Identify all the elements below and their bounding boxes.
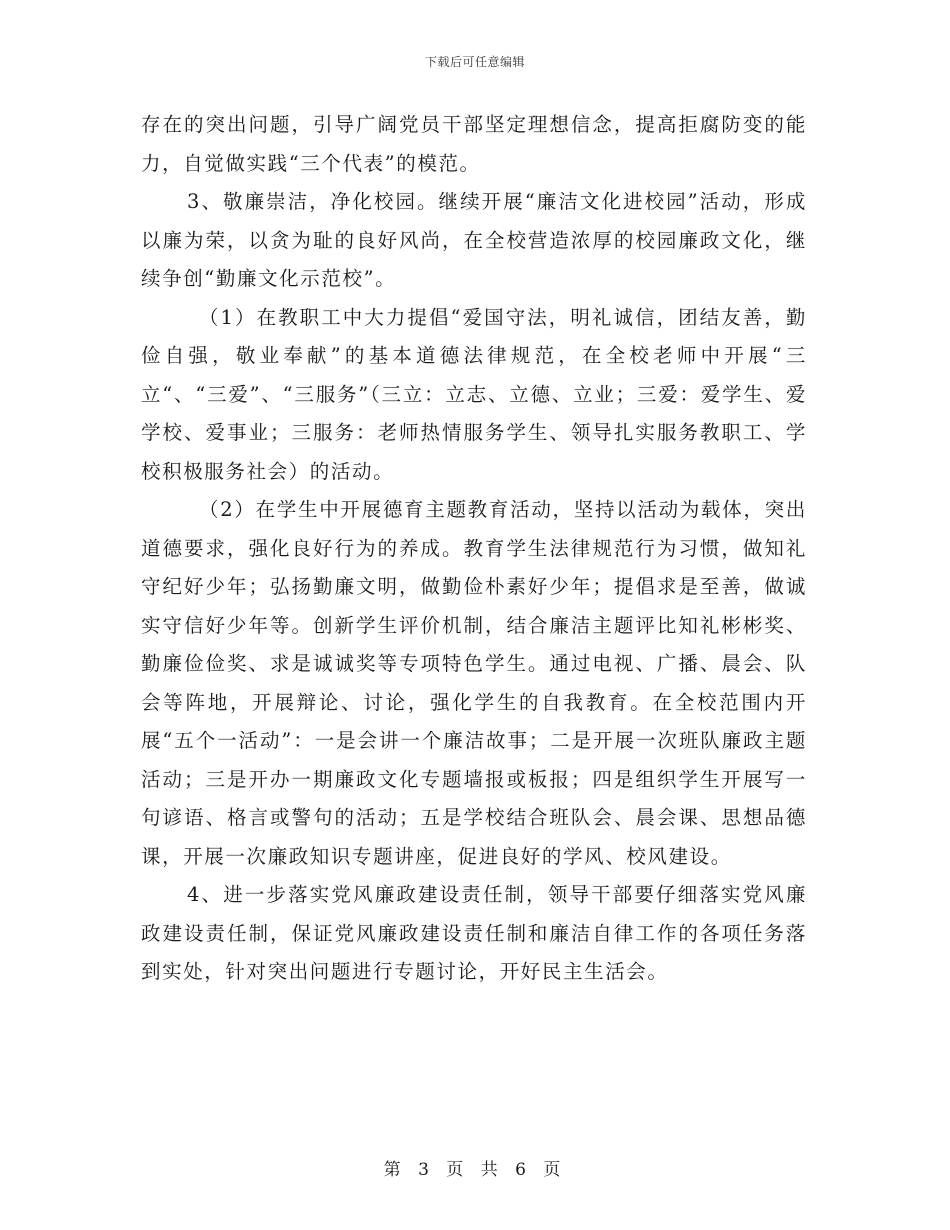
page-number: 第 3 页 共 6 页 <box>383 1160 567 1180</box>
paragraph-item-4: 4、进一步落实党风廉政建设责任制，领导干部要仔细落实党风廉政建设责任制，保证党风廉政建设责任制和廉洁自律工作的各项任务落到实处，针对突出问题进行专题讨论，开好民主生活会。 <box>141 883 807 983</box>
paragraph-item-3: 3、敬廉崇洁，净化校园。继续开展“廉洁文化进校园”活动，形成以廉为荣，以贪为耻的良好风尚，在全校营造浓厚的校园廉政文化，继续争创“勤廉文化示范校”。 <box>141 190 807 290</box>
paragraph-continuation: 存在的突出问题，引导广阔党员干部坚定理想信念，提高拒腐防变的能力，自觉做实践“三个代表”的模范。 <box>141 113 807 175</box>
paragraph-subitem-2: （2）在学生中开展德育主题教育活动，坚持以活动为载体，突出道德要求，强化良好行为的养成。教育学生法律规范行为习惯，做知礼守纪好少年；弘扬勤廉文明，做勤俭朴素好少年；提倡求是至善，做诚实守信好少年等。创新学生评价机制，结合廉洁主题评比知礼彬彬奖、勤廉俭俭奖、求是诚诚奖等专项特色学生。通过电视、广播、晨会、队会等阵地，开展辩论、讨论，强化学生的自我教育。在全校范围内开展“五个一活动”：一是会讲一个廉洁故事；二是开展一次班队廉政主题活动；三是开办一期廉政文化专题墙报或板报；四是组织学生开展写一句谚语、格言或警句的活动；五是学校结合班队会、晨会课、思想品德课，开展一次廉政知识专题讲座，促进良好的学风、校风建设。 <box>141 498 807 868</box>
document-body <box>141 106 807 992</box>
page-header: 下载后可任意编辑 <box>424 55 525 69</box>
paragraph-subitem-1: （1）在教职工中大力提倡“爱国守法，明礼诚信，团结友善，勤俭自强，敬业奉献”的基本道德法律规范，在全校老师中开展“三立“、“三爱”、“三服务”（三立：立志、立德、立业；三爱：爱学生、爱学校、爱事业；三服务：老师热情服务学生、领导扎实服务教职工、学校积极服务社会）的活动。 <box>141 305 807 483</box>
